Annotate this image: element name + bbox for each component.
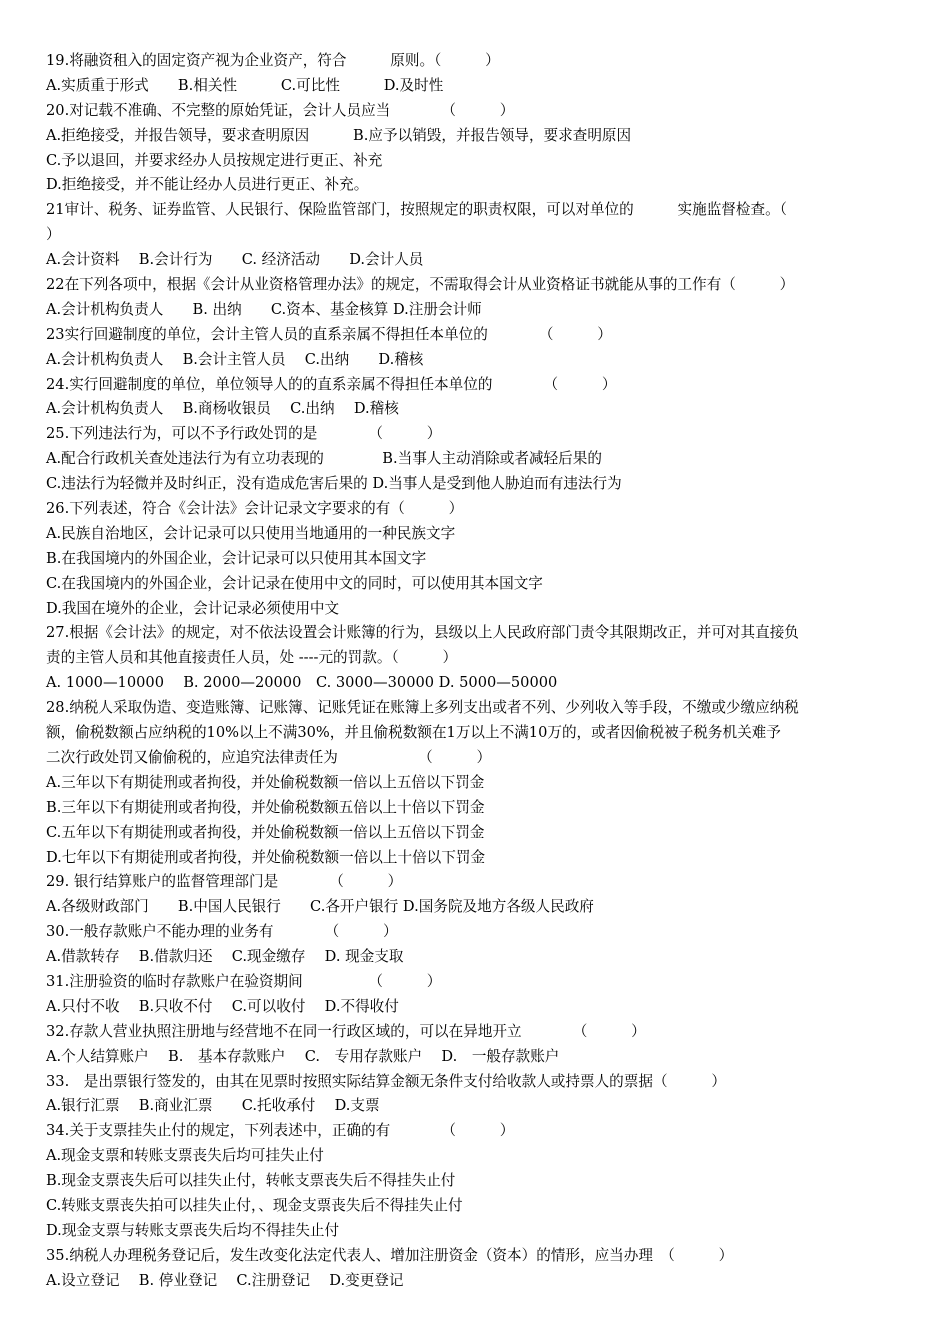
- options-24: A.会计机构负责人 B.商杨收银员 C.出纳 D.稽核: [46, 400, 399, 418]
- question-27: 27.根据《会计法》的规定，对不依法设置会计账簿的行为，县级以上人民政府部门责令其限期改正，并可对其直接负: [46, 624, 799, 642]
- question-34: 34.关于支票挂失止付的规定，下列表述中，正确的有 （ ）: [46, 1122, 515, 1140]
- question-28-cont1: 额，偷税数额占应纳税的10%以上不满30%，并且偷税数额在1万以上不满10万的，或者因偷税被子税务机关难予: [46, 724, 781, 742]
- question-28: 28.纳税人采取伪造、变造账簿、记账簿、记账凭证在账簿上多列支出或者不列、少列收入等手段，不缴或少缴应纳税: [46, 699, 799, 717]
- question-21: 21审计、税务、证券监管、人民银行、保险监管部门，按照规定的职责权限，可以对单位的 实施监督检查。（: [46, 201, 787, 219]
- option-28-b: B.三年以下有期徒刑或者拘役，并处偷税数额五倍以上十倍以下罚金: [46, 798, 485, 816]
- option-34-b: B.现金支票丧失后可以挂失止付，转帐支票丧失后不得挂失止付: [46, 1172, 456, 1190]
- options-19: A.实质重于形式 B.相关性 C.可比性 D.及时性: [46, 76, 444, 94]
- question-28-cont2: 二次行政处罚又偷偷税的，应追究法律责任为 （ ）: [46, 748, 492, 766]
- option-20-ab: A.拒绝接受，并报告领导，要求查明原因 B.应予以销毁，并报告领导，要求查明原因: [46, 126, 632, 144]
- options-33: A.银行汇票 B.商业汇票 C.托收承付 D.支票: [46, 1097, 380, 1115]
- question-25: 25.下列违法行为，可以不予行政处罚的是 （ ）: [46, 425, 442, 443]
- option-26-d: D.我国在境外的企业，会计记录必须使用中文: [46, 599, 340, 617]
- question-27-cont: 责的主管人员和其他直接责任人员，处 ----元的罚款。（ ）: [46, 649, 458, 667]
- options-27: A. 1000—10000 B. 2000—20000 C. 3000—30000 D. 5000—50000: [46, 674, 558, 692]
- option-34-d: D.现金支票与转账支票丧失后均不得挂失止付: [46, 1221, 340, 1239]
- option-25-ab: A.配合行政机关查处违法行为有立功表现的 B.当事人主动消除或者减轻后果的: [46, 450, 602, 468]
- document-page: [46, 49, 908, 1294]
- question-23: 23实行回避制度的单位，会计主管人员的直系亲属不得担任本单位的 （ ）: [46, 325, 612, 343]
- question-30: 30.一般存款账户不能办理的业务有 （ ）: [46, 923, 398, 941]
- option-28-d: D.七年以下有期徒刑或者拘役，并处偷税数额一倍以上十倍以下罚金: [46, 848, 486, 866]
- option-26-c: C.在我国境内的外国企业，会计记录在使用中文的同时，可以使用其本国文字: [46, 574, 543, 592]
- option-34-c: C.转账支票丧失拍可以挂失止付，、现金支票丧失后不得挂失止付: [46, 1196, 463, 1214]
- question-21-cont: ）: [46, 226, 61, 244]
- option-20-d: D.拒绝接受，并不能让经办人员进行更正、补充。: [46, 176, 369, 194]
- question-29: 29. 银行结算账户的监督管理部门是 （ ）: [46, 873, 403, 891]
- options-29: A.各级财政部门 B.中国人民银行 C.各开户银行 D.国务院及地方各级人民政府: [46, 898, 594, 916]
- question-26: 26.下列表述，符合《会计法》会计记录文字要求的有（ ）: [46, 500, 464, 518]
- question-22: 22在下列各项中，根据《会计从业资格管理办法》的规定，不需取得会计从业资格证书就能从事的工作有（ ）: [46, 276, 795, 294]
- options-21: A.会计资料 B.会计行为 C. 经济活动 D.会计人员: [46, 251, 424, 269]
- option-28-c: C.五年以下有期徒刑或者拘役，并处偷税数额一倍以上五倍以下罚金: [46, 823, 485, 841]
- question-33: 33. 是出票银行签发的，由其在见票时按照实际结算金额无条件支付给收款人或持票人的票据（ ）: [46, 1072, 726, 1090]
- question-32: 32.存款人营业执照注册地与经营地不在同一行政区域的，可以在异地开立 （ ）: [46, 1022, 646, 1040]
- option-20-c: C.予以退回，并要求经办人员按规定进行更正、补充: [46, 151, 383, 169]
- option-26-a: A.民族自治地区，会计记录可以只使用当地通用的一种民族文字: [46, 524, 456, 542]
- options-23: A.会计机构负责人 B.会计主管人员 C.出纳 D.稽核: [46, 350, 424, 368]
- option-34-a: A.现金支票和转账支票丧失后均可挂失止付: [46, 1147, 324, 1165]
- options-30: A.借款转存 B.借款归还 C.现金缴存 D. 现金支取: [46, 948, 404, 966]
- options-31: A.只付不收 B.只收不付 C.可以收付 D.不得收付: [46, 997, 399, 1015]
- option-28-a: A.三年以下有期徒刑或者拘役，并处偷税数额一倍以上五倍以下罚金: [46, 773, 485, 791]
- options-32: A.个人结算账户 B. 基本存款账户 C. 专用存款账户 D. 一般存款账户: [46, 1047, 560, 1065]
- question-35: 35.纳税人办理税务登记后，发生改变化法定代表人、增加注册资金（资本）的情形，应当办理 （ ）: [46, 1246, 734, 1264]
- question-24: 24.实行回避制度的单位，单位领导人的的直系亲属不得担任本单位的 （ ）: [46, 375, 617, 393]
- question-31: 31.注册验资的临时存款账户在验资期间 （ ）: [46, 972, 442, 990]
- options-35: A.设立登记 B. 停业登记 C.注册登记 D.变更登记: [46, 1271, 404, 1289]
- question-20: 20.对记载不准确、不完整的原始凭证，会计人员应当 （ ）: [46, 101, 515, 119]
- option-26-b: B.在我国境内的外国企业，会计记录可以只使用其本国文字: [46, 549, 427, 567]
- options-22: A.会计机构负责人 B. 出纳 C.资本、基金核算 D.注册会计师: [46, 300, 482, 318]
- option-25-cd: C.违法行为轻微并及时纠正，没有造成危害后果的 D.当事人是受到他人胁迫而有违法行为: [46, 475, 622, 493]
- question-19: 19.将融资租入的固定资产视为企业资产，符合 原则。（ ）: [46, 52, 500, 69]
